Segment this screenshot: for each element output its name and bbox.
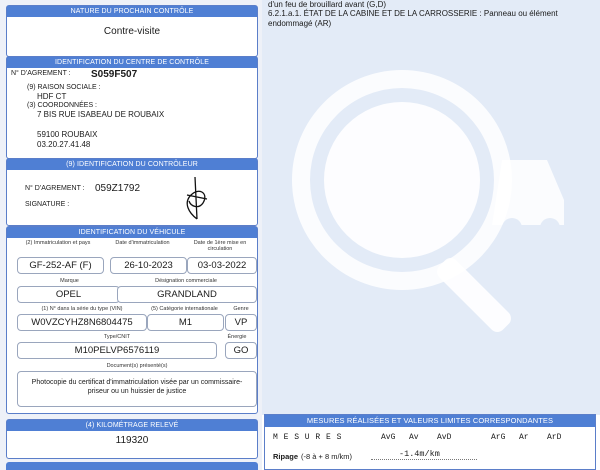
ripage-dotted-leader [371, 459, 477, 460]
label-immat: (2) Immatriculation et pays [25, 240, 91, 246]
signature-icon [177, 173, 217, 223]
kilometrage-panel [6, 419, 258, 459]
vehicule-header: IDENTIFICATION DU VÉHICULE [7, 227, 257, 238]
categorie-field: M1 [147, 314, 224, 331]
defect-line-1: d'un feu de brouillard avant (G,D) [268, 0, 387, 9]
mesures-title: M E S U R E S [273, 433, 342, 442]
controleur-header: (9) IDENTIFICATION DU CONTRÔLEUR [7, 159, 257, 170]
ripage-limits: (-8 à + 8 m/km) [301, 452, 353, 461]
label-categorie: (5) Catégorie internationale [151, 306, 218, 312]
label-designation: Désignation commerciale [155, 278, 217, 284]
label-vin: (1) N° dans la série du type (VIN) [41, 306, 123, 312]
col-avd: AvD [437, 433, 452, 442]
label-genre: Genre [233, 306, 249, 312]
col-avg: AvG [381, 433, 396, 442]
defect-line-2: 6.2.1.a.1. ÉTAT DE LA CABINE ET DE LA CARROSSERIE : Panneau ou élément [268, 9, 558, 18]
immat-field: GF-252-AF (F) [17, 257, 104, 274]
label-date-immat: Date d'immatriculation [115, 240, 170, 246]
address-line-1: 7 BIS RUE ISABEAU DE ROUBAIX [37, 110, 165, 119]
label-documents: Document(s) présenté(s) [106, 363, 168, 369]
mesures-panel [264, 414, 596, 470]
controleur-agrement-label: N° D'AGREMENT : [25, 185, 85, 192]
vehicule-panel [6, 226, 258, 414]
coord-label: (3) COORDONNÉES : [27, 102, 98, 109]
col-ar: Ar [519, 433, 529, 442]
label-date-circ: Date de 1ère mise en circulation [193, 240, 247, 252]
nature-value: Contre-visite [103, 26, 161, 37]
controleur-panel [6, 158, 258, 226]
col-ard: ArD [547, 433, 562, 442]
watermark-magnifier-car-icon [282, 60, 582, 360]
col-arg: ArG [491, 433, 506, 442]
label-marque: Marque [60, 278, 79, 284]
defects-area [262, 0, 600, 415]
date-immat-field: 26-10-2023 [110, 257, 187, 274]
centre-agrement-label: N° D'AGREMENT : [11, 70, 71, 77]
vin-field: W0VZCYHZ8N6804475 [17, 314, 147, 331]
mesures-header: MESURES RÉALISÉES ET VALEURS LIMITES CORRESPONDANTES [265, 415, 595, 427]
controleur-agrement-value: 059Z1792 [95, 183, 141, 194]
centre-header: IDENTIFICATION DU CENTRE DE CONTRÔLE [7, 57, 257, 68]
raison-value: HDF CT [37, 92, 67, 101]
label-type: Type/CNIT [103, 334, 131, 340]
genre-field: VP [225, 314, 257, 331]
ripage-value: -1.4m/km [399, 449, 440, 459]
marque-field: OPEL [17, 286, 120, 303]
kilometrage-value: 119320 [115, 435, 149, 446]
signature-label: SIGNATURE : [25, 201, 70, 208]
nature-header: NATURE DU PROCHAIN CONTRÔLE [7, 6, 257, 17]
next-panel-header-strip [6, 462, 258, 470]
centre-panel [6, 56, 258, 159]
kilometrage-header: (4) KILOMÉTRAGE RELEVÉ [7, 420, 257, 431]
documents-field: Photocopie du certificat d'immatriculation visée par un commissaire-priseur ou un huissier de justice [17, 371, 257, 407]
date-circ-field: 03-03-2022 [187, 257, 257, 274]
energie-field: GO [225, 342, 257, 359]
col-av: Av [409, 433, 419, 442]
raison-label: (9) RAISON SOCIALE : [27, 84, 101, 91]
type-field: M10PELVP6576119 [17, 342, 217, 359]
label-energie: Énergie [227, 334, 247, 340]
address-line-2: 59100 ROUBAIX [37, 130, 98, 139]
centre-phone: 03.20.27.41.48 [37, 140, 91, 149]
centre-agrement-value: S059F507 [91, 69, 138, 80]
nature-panel [6, 5, 258, 57]
defect-line-3: endommagé (AR) [268, 19, 332, 28]
designation-field: GRANDLAND [117, 286, 257, 303]
ripage-label: Ripage [273, 452, 299, 461]
